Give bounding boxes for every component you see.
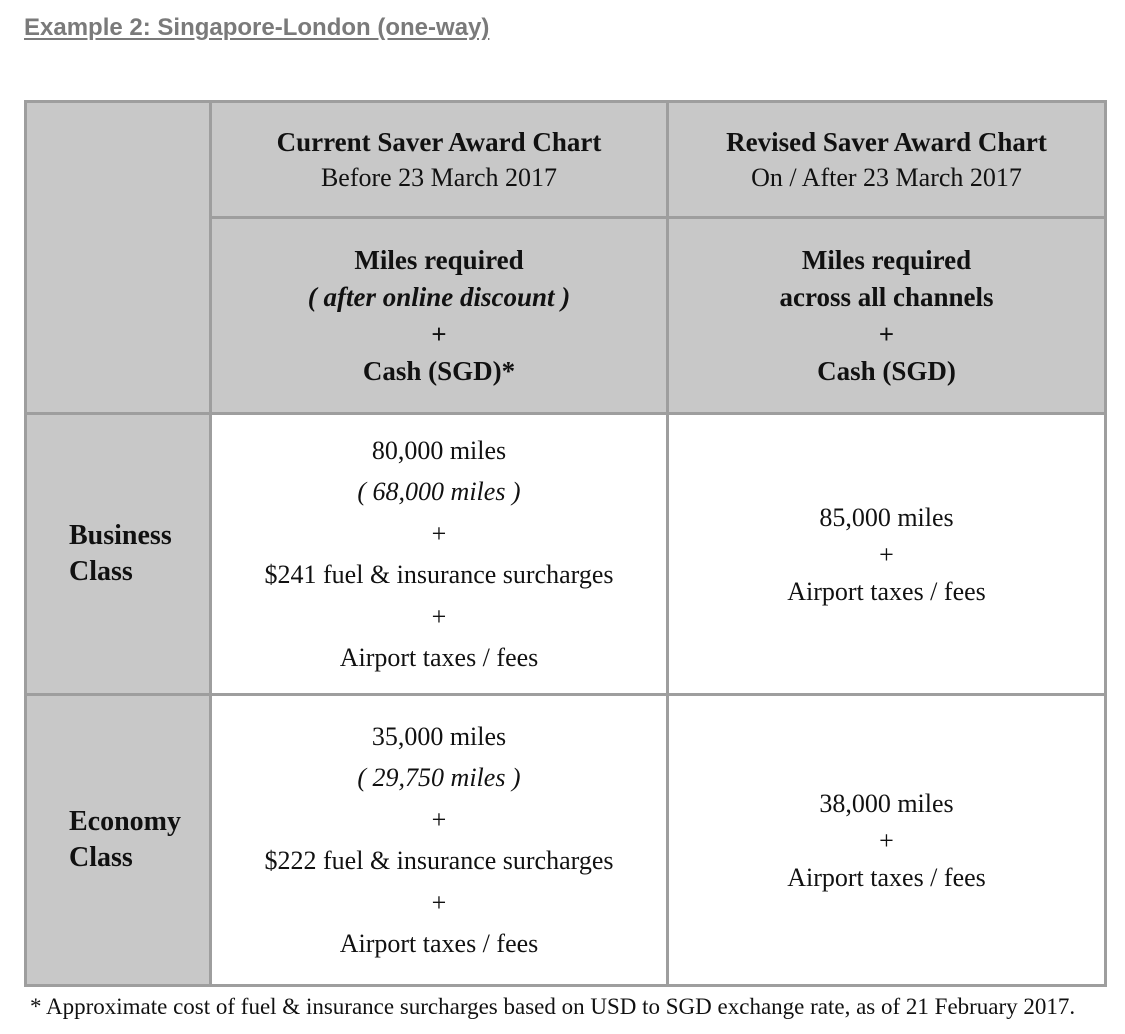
revised-req-line2: across all channels xyxy=(779,281,994,312)
economy-current-plus2: + xyxy=(431,887,447,917)
page-heading: Example 2: Singapore-London (one-way) xyxy=(24,14,490,41)
business-label-line1: Business xyxy=(69,520,172,551)
business-current-surcharge: $241 fuel & insurance surcharges xyxy=(264,560,614,589)
revised-chart-title: Revised Saver Award Chart xyxy=(726,126,1047,157)
current-req-line1: Miles required xyxy=(354,244,524,275)
economy-class-row xyxy=(26,695,1106,986)
economy-class-label xyxy=(26,695,211,986)
revised-req-line1: Miles required xyxy=(801,244,972,275)
economy-current-discounted: ( 29,750 miles ) xyxy=(357,763,521,792)
business-current-plus2: + xyxy=(431,601,447,631)
header-row-titles xyxy=(26,102,1106,218)
business-revised-plus: + xyxy=(879,539,894,569)
economy-current-miles: 35,000 miles xyxy=(371,721,507,751)
business-label-line2: Class xyxy=(69,556,133,587)
economy-revised-miles: 38,000 miles xyxy=(819,788,954,818)
business-current-miles: 80,000 miles xyxy=(371,435,507,465)
business-current-cell xyxy=(211,414,668,695)
business-current-discounted: ( 68,000 miles ) xyxy=(357,477,521,506)
revised-req-plus: + xyxy=(878,318,895,349)
current-requirement-header xyxy=(211,218,668,414)
award-comparison-table xyxy=(24,100,1107,987)
economy-label-line1: Economy xyxy=(69,806,181,837)
corner-cell xyxy=(26,102,211,414)
business-revised-cell xyxy=(668,414,1106,695)
economy-revised-taxes: Airport taxes / fees xyxy=(787,862,986,892)
revised-req-line3: Cash (SGD) xyxy=(817,355,956,386)
current-req-line2: ( after online discount ) xyxy=(307,281,571,312)
revised-chart-header xyxy=(668,102,1106,218)
current-chart-header xyxy=(211,102,668,218)
current-req-plus: + xyxy=(431,318,447,349)
economy-label-line2: Class xyxy=(69,842,133,873)
business-current-plus1: + xyxy=(431,518,447,548)
economy-current-surcharge: $222 fuel & insurance surcharges xyxy=(264,846,614,875)
business-current-taxes: Airport taxes / fees xyxy=(339,643,539,672)
current-chart-subtitle: Before 23 March 2017 xyxy=(320,162,558,192)
business-revised-miles: 85,000 miles xyxy=(819,502,954,532)
business-revised-taxes: Airport taxes / fees xyxy=(787,576,986,606)
current-req-line3: Cash (SGD)* xyxy=(362,355,516,386)
revised-requirement-header xyxy=(668,218,1106,414)
footnote: * Approximate cost of fuel & insurance surcharges based on USD to SGD exchange rate, as of 21 February 2017. xyxy=(30,994,1076,1019)
economy-revised-plus: + xyxy=(879,825,894,855)
economy-current-plus1: + xyxy=(431,804,447,834)
business-class-label xyxy=(26,414,211,695)
economy-current-cell xyxy=(211,695,668,986)
economy-revised-cell xyxy=(668,695,1106,986)
economy-current-taxes: Airport taxes / fees xyxy=(339,929,539,958)
business-class-row xyxy=(26,414,1106,695)
current-chart-title: Current Saver Award Chart xyxy=(276,126,602,157)
revised-chart-subtitle: On / After 23 March 2017 xyxy=(751,162,1022,192)
